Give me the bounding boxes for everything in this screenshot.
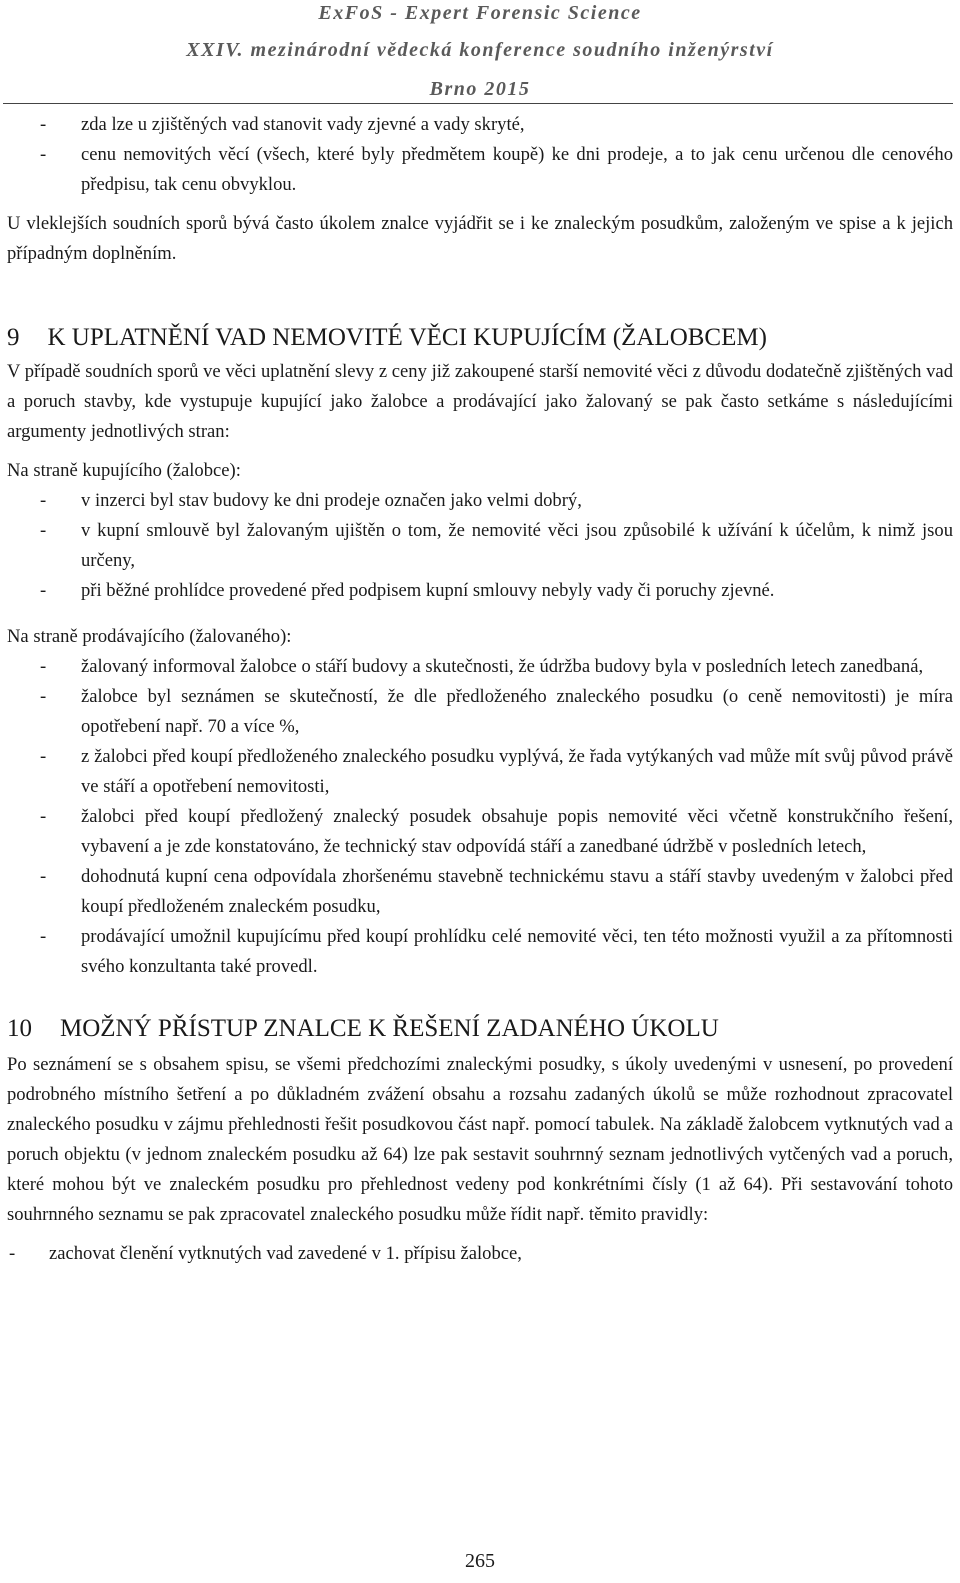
list-item-text: cenu nemovitých věcí (všech, které byly předmětem koupě) ke dni prodeje, a to jak cenu určenou dle cenového předpisu, tak cenu obvyklou.	[81, 144, 953, 195]
list-dash: -	[9, 1243, 16, 1264]
header-conference-name: ExFoS - Expert Forensic Science	[318, 2, 642, 24]
list-item	[7, 682, 953, 742]
list-item	[7, 140, 953, 200]
list-item-text: žalobci před koupí předložený znalecký posudek obsahuje popis nemovité věci včetně konstrukčního řešení, vybavení a je zde konstatováno, že technický stav odpovídá stáří a zanedbané údržbě v posledních letech,	[81, 806, 953, 857]
intro-paragraph: U vleklejších soudních sporů bývá často úkolem znalce vyjádřit se i ke znaleckým posudkům, založeným ve spise a k jejich případným doplněním.	[7, 213, 953, 264]
list-item-text: v inzerci byl stav budovy ke dni prodeje označen jako velmi dobrý,	[81, 490, 582, 511]
header-location-year: Brno 2015	[429, 78, 531, 100]
list-dash: -	[40, 144, 47, 165]
list-item	[7, 486, 953, 516]
list-dash: -	[40, 656, 47, 677]
section-10-paragraph: Po seznámení se s obsahem spisu, se všemi předchozími znaleckými posudky, s úkoly uvedenými v usnesení, po provedení podrobného místního šetření a po důkladném zvážení obsahu a rozsahu zadaných úkolů se může rozhodnout zpracovatel znaleckého posudku v zájmu přehlednosti řešit posudkovou část např. pomocí tabulek. Na základě žalobcem vytknutých vad a poruch objektu (v jednom znaleckém posudku až 64) lze pak sestavit souhrnný seznam jednotlivých vytčených vad a poruch, které mohou být ve znaleckém posudku pro přehlednost vedeny pod konkrétními čísly (1 až 64). Při sestavování tohoto souhrnného seznamu se pak zpracovatel znaleckého posudku může řídit např. těmito pravidly:	[7, 1054, 953, 1225]
list-item	[7, 1239, 953, 1269]
list-dash: -	[40, 806, 47, 827]
list-item	[7, 652, 953, 682]
list-dash: -	[40, 114, 47, 135]
list-item-text: prodávající umožnil kupujícímu před koupí prohlídku celé nemovité věci, ten této možnosti využil a za přítomnosti svého konzultanta také provedl.	[81, 926, 953, 977]
list-item	[7, 802, 953, 862]
section-10-number: 10	[7, 1015, 32, 1042]
seller-list	[7, 652, 953, 982]
section-10-list	[7, 1239, 953, 1269]
list-item-text: žalovaný informoval žalobce o stáří budovy a skutečnosti, že údržba budovy byla v posledních letech zanedbaná,	[81, 656, 924, 677]
section-9-heading	[7, 321, 953, 355]
buyer-list	[7, 486, 953, 606]
list-item-text: v kupní smlouvě byl žalovaným ujištěn o tom, že nemovité věci jsou způsobilé k užívání k účelům, k nimž jsou určeny,	[81, 520, 953, 571]
list-dash: -	[40, 926, 47, 947]
list-item-text: při běžné prohlídce provedené před podpisem kupní smlouvy nebyly vady či poruchy zjevné.	[81, 580, 775, 601]
list-item	[7, 862, 953, 922]
list-item	[7, 922, 953, 982]
buyer-heading: Na straně kupujícího (žalobce):	[7, 460, 241, 481]
list-item-text: z žalobci před koupí předloženého znaleckého posudku vyplývá, že řada vytýkaných vad může mít svůj původ právě ve stáří a opotřebení nemovitosti,	[81, 746, 953, 797]
header-divider	[3, 103, 953, 104]
section-10-title: MOŽNÝ PŘÍSTUP ZNALCE K ŘEŠENÍ ZADANÉHO ÚKOLU	[60, 1015, 719, 1042]
list-item-text: žalobce byl seznámen se skutečností, že dle předloženého znaleckého posudku (o ceně nemovitosti) je míra opotřebení např. 70 a více %,	[81, 686, 953, 737]
list-dash: -	[40, 490, 47, 511]
list-item-text: zda lze u zjištěných vad stanovit vady zjevné a vady skryté,	[81, 114, 525, 135]
list-dash: -	[40, 866, 47, 887]
header-conference-subtitle: XXIV. mezinárodní vědecká konference soudního inženýrství	[186, 39, 774, 61]
page-number: 265	[465, 1550, 495, 1572]
list-item	[7, 576, 953, 606]
list-dash: -	[40, 520, 47, 541]
list-dash: -	[40, 686, 47, 707]
list-dash: -	[40, 746, 47, 767]
list-dash: -	[40, 580, 47, 601]
list-item-text: dohodnutá kupní cena odpovídala zhoršenému stavebně technickému stavu a stáří stavby uvedeným v žalobci před koupí předloženém znaleckém posudku,	[81, 866, 953, 917]
section-9-paragraph: V případě soudních sporů ve věci uplatnění slevy z ceny již zakoupené starší nemovité věci z důvodu dodatečně zjištěných vad a poruch stavby, kde vystupuje kupující jako žalobce a prodávající jako žalovaný se pak často setkáme s následujícími argumenty jednotlivých stran:	[7, 361, 953, 442]
section-9-number: 9	[7, 324, 20, 351]
list-item	[7, 742, 953, 802]
list-item-text: zachovat členění vytknutých vad zavedené v 1. přípisu žalobce,	[49, 1243, 522, 1264]
seller-heading: Na straně prodávajícího (žalovaného):	[7, 626, 292, 647]
section-10-heading	[7, 1012, 953, 1046]
list-item	[7, 110, 953, 140]
intro-list	[7, 110, 953, 200]
list-item	[7, 516, 953, 576]
section-9-title: K UPLATNĚNÍ VAD NEMOVITÉ VĚCI KUPUJÍCÍM (ŽALOBCEM)	[47, 324, 767, 351]
page-content	[7, 110, 953, 1269]
